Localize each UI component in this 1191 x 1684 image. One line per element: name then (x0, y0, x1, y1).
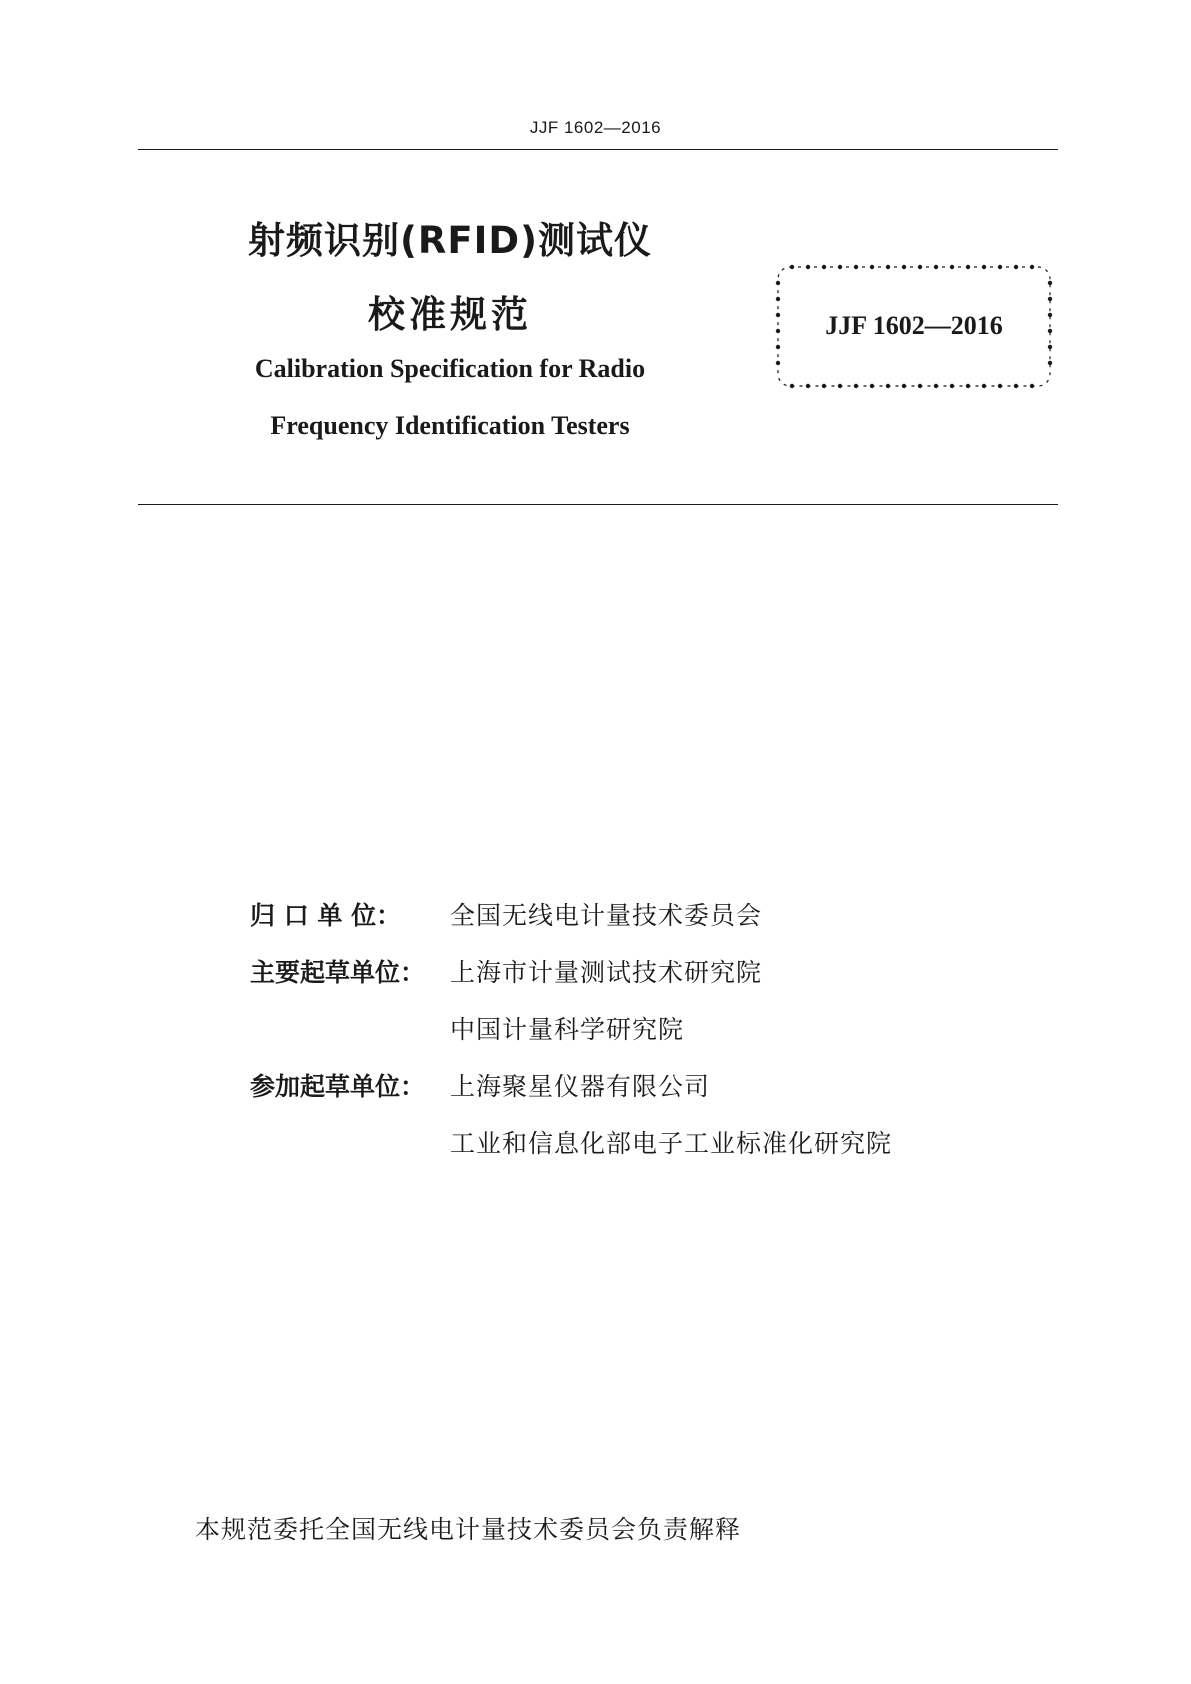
org-value: 中国计量科学研究院 (450, 1014, 685, 1044)
org-value: 上海聚星仪器有限公司 (450, 1071, 711, 1101)
org-row-participant-1 (250, 1056, 892, 1113)
middle-divider (138, 504, 1058, 505)
standard-code-box-text: JJF 1602—2016 (825, 311, 1003, 340)
org-value: 上海市计量测试技术研究院 (450, 957, 763, 987)
org-label: 归 口 单 位： (250, 900, 402, 930)
org-value: 全国无线电计量技术委员会 (450, 900, 763, 930)
drafting-organizations (250, 885, 892, 1170)
title-english-line-1: Calibration Specification for Radio (254, 354, 646, 383)
interpretation-note: 本规范委托全国无线电计量技术委员会负责解释 (195, 1515, 742, 1544)
header-standard-code: JJF 1602—2016 (529, 118, 662, 137)
title-chinese-line-1: 射频识别(RFID)测试仪 (247, 219, 653, 262)
title-chinese-line-2: 校准规范 (368, 293, 532, 336)
org-label: 主要起草单位： (250, 957, 426, 987)
org-row-responsible (250, 885, 892, 942)
title-english-line-2: Frequency Identification Testers (270, 411, 630, 440)
org-row-main-drafter-1 (250, 942, 892, 999)
top-divider (138, 149, 1058, 150)
org-row-main-drafter-2 (250, 999, 892, 1056)
org-value: 工业和信息化部电子工业标准化研究院 (450, 1128, 893, 1158)
org-label: 参加起草单位： (250, 1071, 426, 1101)
org-row-participant-2 (250, 1113, 892, 1170)
standard-code-box (774, 263, 1054, 390)
